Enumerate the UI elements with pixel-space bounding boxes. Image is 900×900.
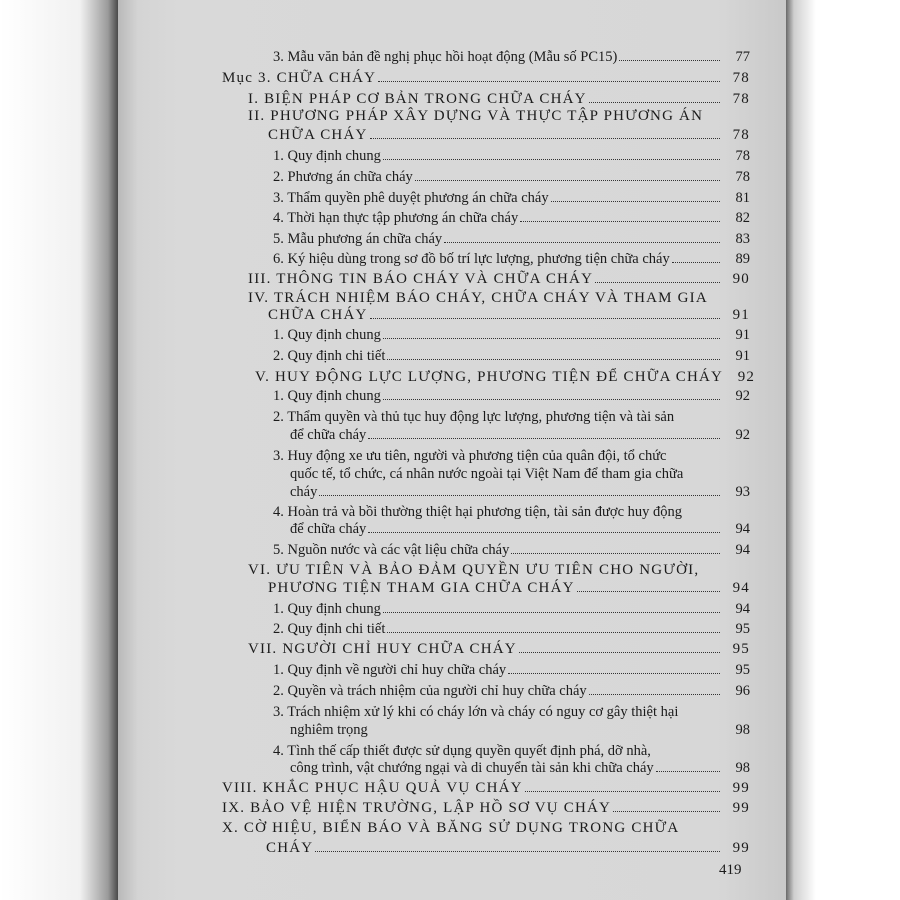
toc-entry-continuation: [290, 722, 750, 739]
toc-entry-page: 78: [732, 127, 750, 143]
toc-entry-page: 78: [732, 70, 750, 86]
toc-entry-title: 1. Quy định chung: [273, 388, 381, 404]
toc-entry-title: 1. Quy định về người chỉ huy chữa cháy: [273, 662, 507, 678]
toc-entry-title: 2. Quy định chi tiết: [273, 348, 386, 364]
dot-leader: [595, 281, 720, 283]
toc-heading-continuation: [268, 127, 750, 144]
toc-entry-title: CHỮA CHÁY: [268, 307, 368, 323]
toc-entry-continuation: quốc tế, tổ chức, cá nhân nước ngoài tại Việt Nam để tham gia chữa: [290, 466, 684, 482]
dot-leader: [319, 494, 720, 496]
toc-entry: [273, 210, 750, 227]
toc-entry: [273, 542, 750, 559]
toc-entry-page: 92: [735, 388, 750, 404]
toc-entry-title: 1. Quy định chung: [273, 327, 381, 343]
toc-entry-page: 98: [735, 722, 750, 738]
toc-entry: [273, 348, 750, 365]
toc-entry-page: 78: [735, 148, 750, 164]
toc-entry-title: I. BIỆN PHÁP CƠ BẢN TRONG CHỮA CHÁY: [248, 91, 587, 107]
dot-leader: [656, 770, 720, 772]
toc-entry-title: 3. Thẩm quyền phê duyệt phương án chữa cháy: [273, 190, 549, 206]
toc-entry-page: 99: [732, 840, 750, 856]
toc-heading-continuation: [268, 580, 750, 597]
toc-entry-continuation: [290, 760, 750, 777]
toc-entry: 4. Hoàn trả và bồi thường thiệt hại phương tiện, tài sản được huy động: [273, 504, 683, 520]
toc-entry-title: 1. Quy định chung: [273, 148, 381, 164]
toc-entry-title: IX. BẢO VỆ HIỆN TRƯỜNG, LẬP HỒ SƠ VỤ CHÁY: [222, 800, 612, 816]
dot-leader: [519, 651, 720, 653]
dot-leader: [511, 552, 720, 554]
toc-entry: [273, 621, 750, 638]
toc-heading: IV. TRÁCH NHIỆM BÁO CHÁY, CHỮA CHÁY VÀ THAM GIA: [248, 290, 708, 306]
toc-entry-page: 94: [735, 542, 750, 558]
dot-leader: [444, 241, 720, 243]
toc-entry-title: CHÁY: [266, 840, 314, 856]
toc-entry-page: 99: [732, 800, 750, 816]
book-page: [118, 0, 786, 900]
toc-entry-title: Mục 3. CHỮA CHÁY: [222, 70, 377, 86]
dot-leader: [378, 80, 720, 82]
toc-entry-page: 82: [735, 210, 750, 226]
toc-entry-page: 94: [732, 580, 750, 596]
toc-entry-title: để chữa cháy: [290, 521, 367, 537]
dot-leader: [520, 220, 720, 222]
toc-entry-page: 81: [735, 190, 750, 206]
toc-entry-title: công trình, vật chướng ngại và di chuyển tài sản khi chữa cháy: [290, 760, 654, 776]
toc-entry-page: 90: [732, 271, 750, 287]
dot-leader: [551, 200, 720, 202]
toc-heading: [255, 369, 756, 386]
toc-entry-title: cháy: [290, 484, 318, 500]
toc-entry-title: V. HUY ĐỘNG LỰC LƯỢNG, PHƯƠNG TIỆN ĐỂ CHỮA CHÁY: [255, 369, 724, 385]
toc-entry-title: III. THÔNG TIN BÁO CHÁY VÀ CHỮA CHÁY: [248, 271, 594, 287]
page-number: 419: [719, 862, 742, 878]
toc-entry: [273, 148, 750, 165]
toc-heading-continuation: [266, 840, 750, 857]
toc-entry-title: để chữa cháy: [290, 427, 367, 443]
dot-leader: [383, 337, 720, 339]
dot-leader: [508, 672, 720, 674]
dot-leader: [368, 437, 720, 439]
toc-entry: [273, 683, 750, 700]
dot-leader: [672, 261, 720, 263]
toc-entry-page: 96: [735, 683, 750, 699]
toc-entry-title: PHƯƠNG TIỆN THAM GIA CHỮA CHÁY: [268, 580, 575, 596]
toc-entry-page: 99: [732, 780, 750, 796]
toc-entry: [273, 662, 750, 679]
toc-entry: 4. Tình thế cấp thiết được sử dụng quyền quyết định phá, dỡ nhà,: [273, 743, 651, 759]
toc-entry-title: 1. Quy định chung: [273, 601, 381, 617]
toc-entry: [273, 601, 750, 618]
toc-entry-continuation: [290, 521, 750, 538]
toc-entry-page: 95: [735, 621, 750, 637]
toc-heading: [222, 800, 750, 817]
toc-heading: VI. ƯU TIÊN VÀ BẢO ĐẢM QUYỀN ƯU TIÊN CHO NGƯỜI,: [248, 562, 700, 578]
toc-entry-title: 6. Ký hiệu dùng trong sơ đồ bố trí lực lượng, phương tiện chữa cháy: [273, 251, 670, 267]
toc-heading: II. PHƯƠNG PHÁP XÂY DỰNG VÀ THỰC TẬP PHƯƠNG ÁN: [248, 108, 704, 124]
toc-entry-continuation: [290, 484, 750, 501]
toc-entry-title: 4. Thời hạn thực tập phương án chữa cháy: [273, 210, 519, 226]
toc-entry-title: CHỮA CHÁY: [268, 127, 368, 143]
dot-leader: [387, 631, 720, 633]
toc-heading: [248, 641, 750, 658]
dot-leader: [370, 317, 720, 319]
toc-entry-page: 91: [735, 348, 750, 364]
dot-leader: [383, 611, 720, 613]
toc-entry-page: 78: [735, 169, 750, 185]
toc-entry-title: 5. Mẫu phương án chữa cháy: [273, 231, 443, 247]
toc-entry-title: 2. Quy định chi tiết: [273, 621, 386, 637]
toc-entry: [273, 169, 750, 186]
toc-entry-page: 91: [735, 327, 750, 343]
toc-entry: [273, 327, 750, 344]
toc-entry-page: 89: [735, 251, 750, 267]
dot-leader: [383, 158, 720, 160]
toc-entry-title: VII. NGƯỜI CHỈ HUY CHỮA CHÁY: [248, 641, 517, 657]
toc-heading-continuation: [268, 307, 750, 324]
dot-leader: [370, 137, 720, 139]
toc-entry: [273, 49, 750, 66]
toc-entry-page: 95: [735, 662, 750, 678]
toc-entry: [273, 388, 750, 405]
toc-entry-page: 92: [737, 369, 756, 385]
dot-leader: [387, 358, 720, 360]
toc-entry-page: 98: [735, 760, 750, 776]
toc-entry-title: 2. Phương án chữa cháy: [273, 169, 413, 185]
toc-entry: [273, 231, 750, 248]
toc-entry: 3. Trách nhiệm xử lý khi có cháy lớn và cháy có nguy cơ gây thiệt hại: [273, 704, 679, 720]
toc-entry-page: 77: [735, 49, 750, 65]
toc-entry-page: 94: [735, 521, 750, 537]
toc-entry: [273, 251, 750, 268]
toc-entry-title: nghiêm trọng: [290, 722, 368, 738]
toc-entry-page: 92: [735, 427, 750, 443]
toc-entry-page: 93: [735, 484, 750, 500]
toc-heading: [248, 271, 750, 288]
toc-entry-page: 91: [732, 307, 750, 323]
dot-leader: [525, 790, 720, 792]
dot-leader: [613, 810, 720, 812]
dot-leader: [415, 179, 720, 181]
book-spine: [0, 0, 118, 900]
dot-leader: [370, 733, 720, 734]
toc-section: [222, 70, 750, 87]
toc-entry-page: 94: [735, 601, 750, 617]
toc-entry-continuation: [290, 427, 750, 444]
dot-leader: [577, 590, 720, 592]
toc-entry-title: 2. Quyền và trách nhiệm của người chỉ huy chữa cháy: [273, 683, 587, 699]
toc-heading: X. CỜ HIỆU, BIỂN BÁO VÀ BĂNG SỬ DỤNG TRONG CHỮA: [222, 820, 680, 836]
toc-entry: [273, 190, 750, 207]
dot-leader: [315, 850, 720, 852]
dot-leader: [619, 59, 720, 61]
toc-entry-title: 5. Nguồn nước và các vật liệu chữa cháy: [273, 542, 510, 558]
toc-heading: [248, 91, 750, 108]
page-edge: [786, 0, 900, 900]
toc-entry: 2. Thẩm quyền và thủ tục huy động lực lượng, phương tiện và tài sản: [273, 409, 675, 425]
dot-leader: [383, 398, 720, 400]
toc-entry: 3. Huy động xe ưu tiên, người và phương tiện của quân đội, tổ chức: [273, 448, 667, 464]
toc-heading: [222, 780, 750, 797]
dot-leader: [368, 531, 720, 533]
toc-entry-title: 3. Mẫu văn bản đề nghị phục hồi hoạt động (Mẫu số PC15): [273, 49, 618, 65]
dot-leader: [589, 693, 720, 695]
table-of-contents: [118, 0, 786, 900]
toc-entry-page: 78: [732, 91, 750, 107]
toc-entry-title: VIII. KHẮC PHỤC HẬU QUẢ VỤ CHÁY: [222, 780, 523, 796]
toc-entry-page: 83: [735, 231, 750, 247]
toc-entry-page: 95: [732, 641, 750, 657]
dot-leader: [589, 101, 720, 103]
